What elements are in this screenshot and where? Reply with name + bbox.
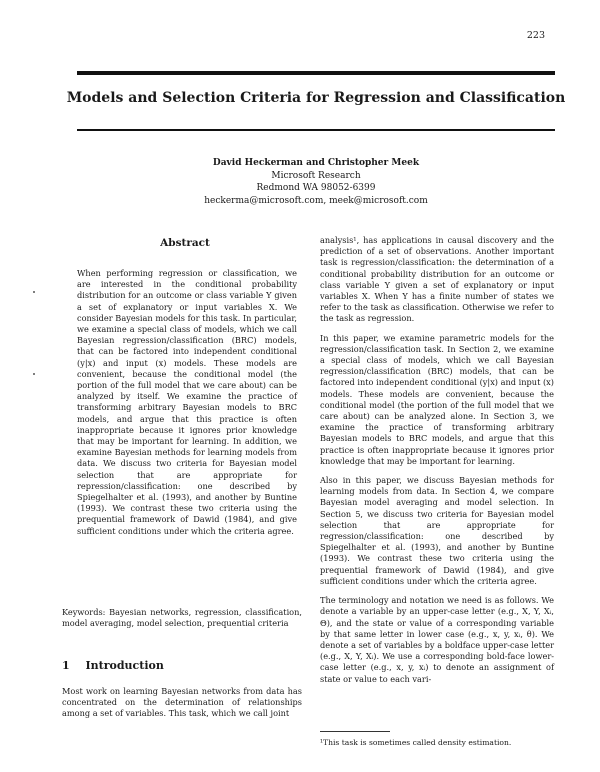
title-bottom-rule xyxy=(77,129,555,131)
address: Redmond WA 98052-6399 xyxy=(256,183,376,193)
scan-speck xyxy=(33,373,35,375)
emails: heckerma@microsoft.com, meek@microsoft.com xyxy=(204,195,428,206)
page-number: 223 xyxy=(526,30,545,41)
keywords: Keywords: Bayesian networks, regression, classification, model averaging, model selection, prequential criteria xyxy=(62,607,302,629)
abstract-heading: Abstract xyxy=(160,237,210,249)
scan-speck xyxy=(33,291,35,293)
paragraph: Also in this paper, we discuss Bayesian methods for learning models from data. In Section 4, we compare Bayesian model averaging and model selection. In Section 5, we discuss two criteria for Bayesian model selection that are appropriate for regression/classification: one described by Spiegelhalter et al. (1993), and another by Buntine (1993). We contrast these two criteria using the prequential framework of Dawid (1984), and give sufficient conditions under which the criteria agree. xyxy=(320,475,554,586)
paragraph: In this paper, we examine parametric models for the regression/classification task. In Section 2, we examine a special class of models, which we call Bayesian regression/classification (BRC) models, that can be factored into independent conditional (y|x) and input (x) models. These models are convenient, because the conditional model (the portion of the full model that we care about) can be analyzed alone. In Section 3, we examine the practice of transforming arbitrary Bayesian models to BRC models, and argue that this practice is often inappropriate because it ignores prior knowledge that may be important for learning. xyxy=(320,332,554,466)
title-top-rule xyxy=(77,71,555,75)
footnote-rule xyxy=(320,731,390,732)
author-block xyxy=(60,157,572,207)
section-number: 1 xyxy=(62,659,70,672)
right-column xyxy=(320,235,554,693)
section-title: Introduction xyxy=(85,659,164,672)
paragraph: The terminology and notation we need is as follows. We denote a variable by an upper-case letter (e.g., X, Y, Xᵢ, Θ), and the state or value of a corresponding variable by that same letter in lower case (e.g., x, y, xᵢ, θ). We denote a set of variables by a boldface upper-case letter (e.g., X, Y, Xᵢ). We use a corresponding bold-face lower-case letter (e.g., x, y, xᵢ) to denote an assignment of state or value to each vari- xyxy=(320,595,554,684)
introduction-text: Most work on learning Bayesian networks from data has concentrated on the determination of relationships among a set of variables. This task, which we call joint xyxy=(62,686,302,719)
paragraph: analysis¹, has applications in causal discovery and the prediction of a set of observations. Another important task is regression/classification: the determination of a conditional probability distribution for an outcome or class variable Y given a set of explanatory or input variables X. When Y has a finite number of states we refer to the task as classification. Otherwise we refer to the task as regression. xyxy=(320,235,554,324)
affiliation: Microsoft Research xyxy=(271,170,361,181)
paper-title: Models and Selection Criteria for Regression and Classification xyxy=(66,90,566,106)
abstract-text: When performing regression or classification, we are interested in the conditional probability distribution for an outcome or class variable Y given a set of explanatory or input variables X. We consider Bayesian models for this task. In particular, we examine a special class of models, which we call Bayesian regression/classification (BRC) models, that can be factored into independent conditional (y|x) and input (x) models. These models are convenient, because the conditional model (the portion of the full model that we care about) can be analyzed by itself. We examine the practice of transforming arbitrary Bayesian models to BRC models, and argue that this practice is often inappropriate because it ignores prior knowledge that may be important for learning. In addition, we examine Bayesian methods for learning models from data. We discuss two criteria for Bayesian model selection that are appropriate for repression/classification: one described by Spiegelhalter et al. (1993), and another by Buntine (1993). We contrast these two criteria using the prequential framework of Dawid (1984), and give sufficient conditions under which the criteria agree. xyxy=(77,268,297,536)
section-heading-introduction xyxy=(62,659,164,672)
author-names: David Heckerman and Christopher Meek xyxy=(212,158,420,168)
footnote: ¹This task is sometimes called density estimation. xyxy=(320,738,512,747)
